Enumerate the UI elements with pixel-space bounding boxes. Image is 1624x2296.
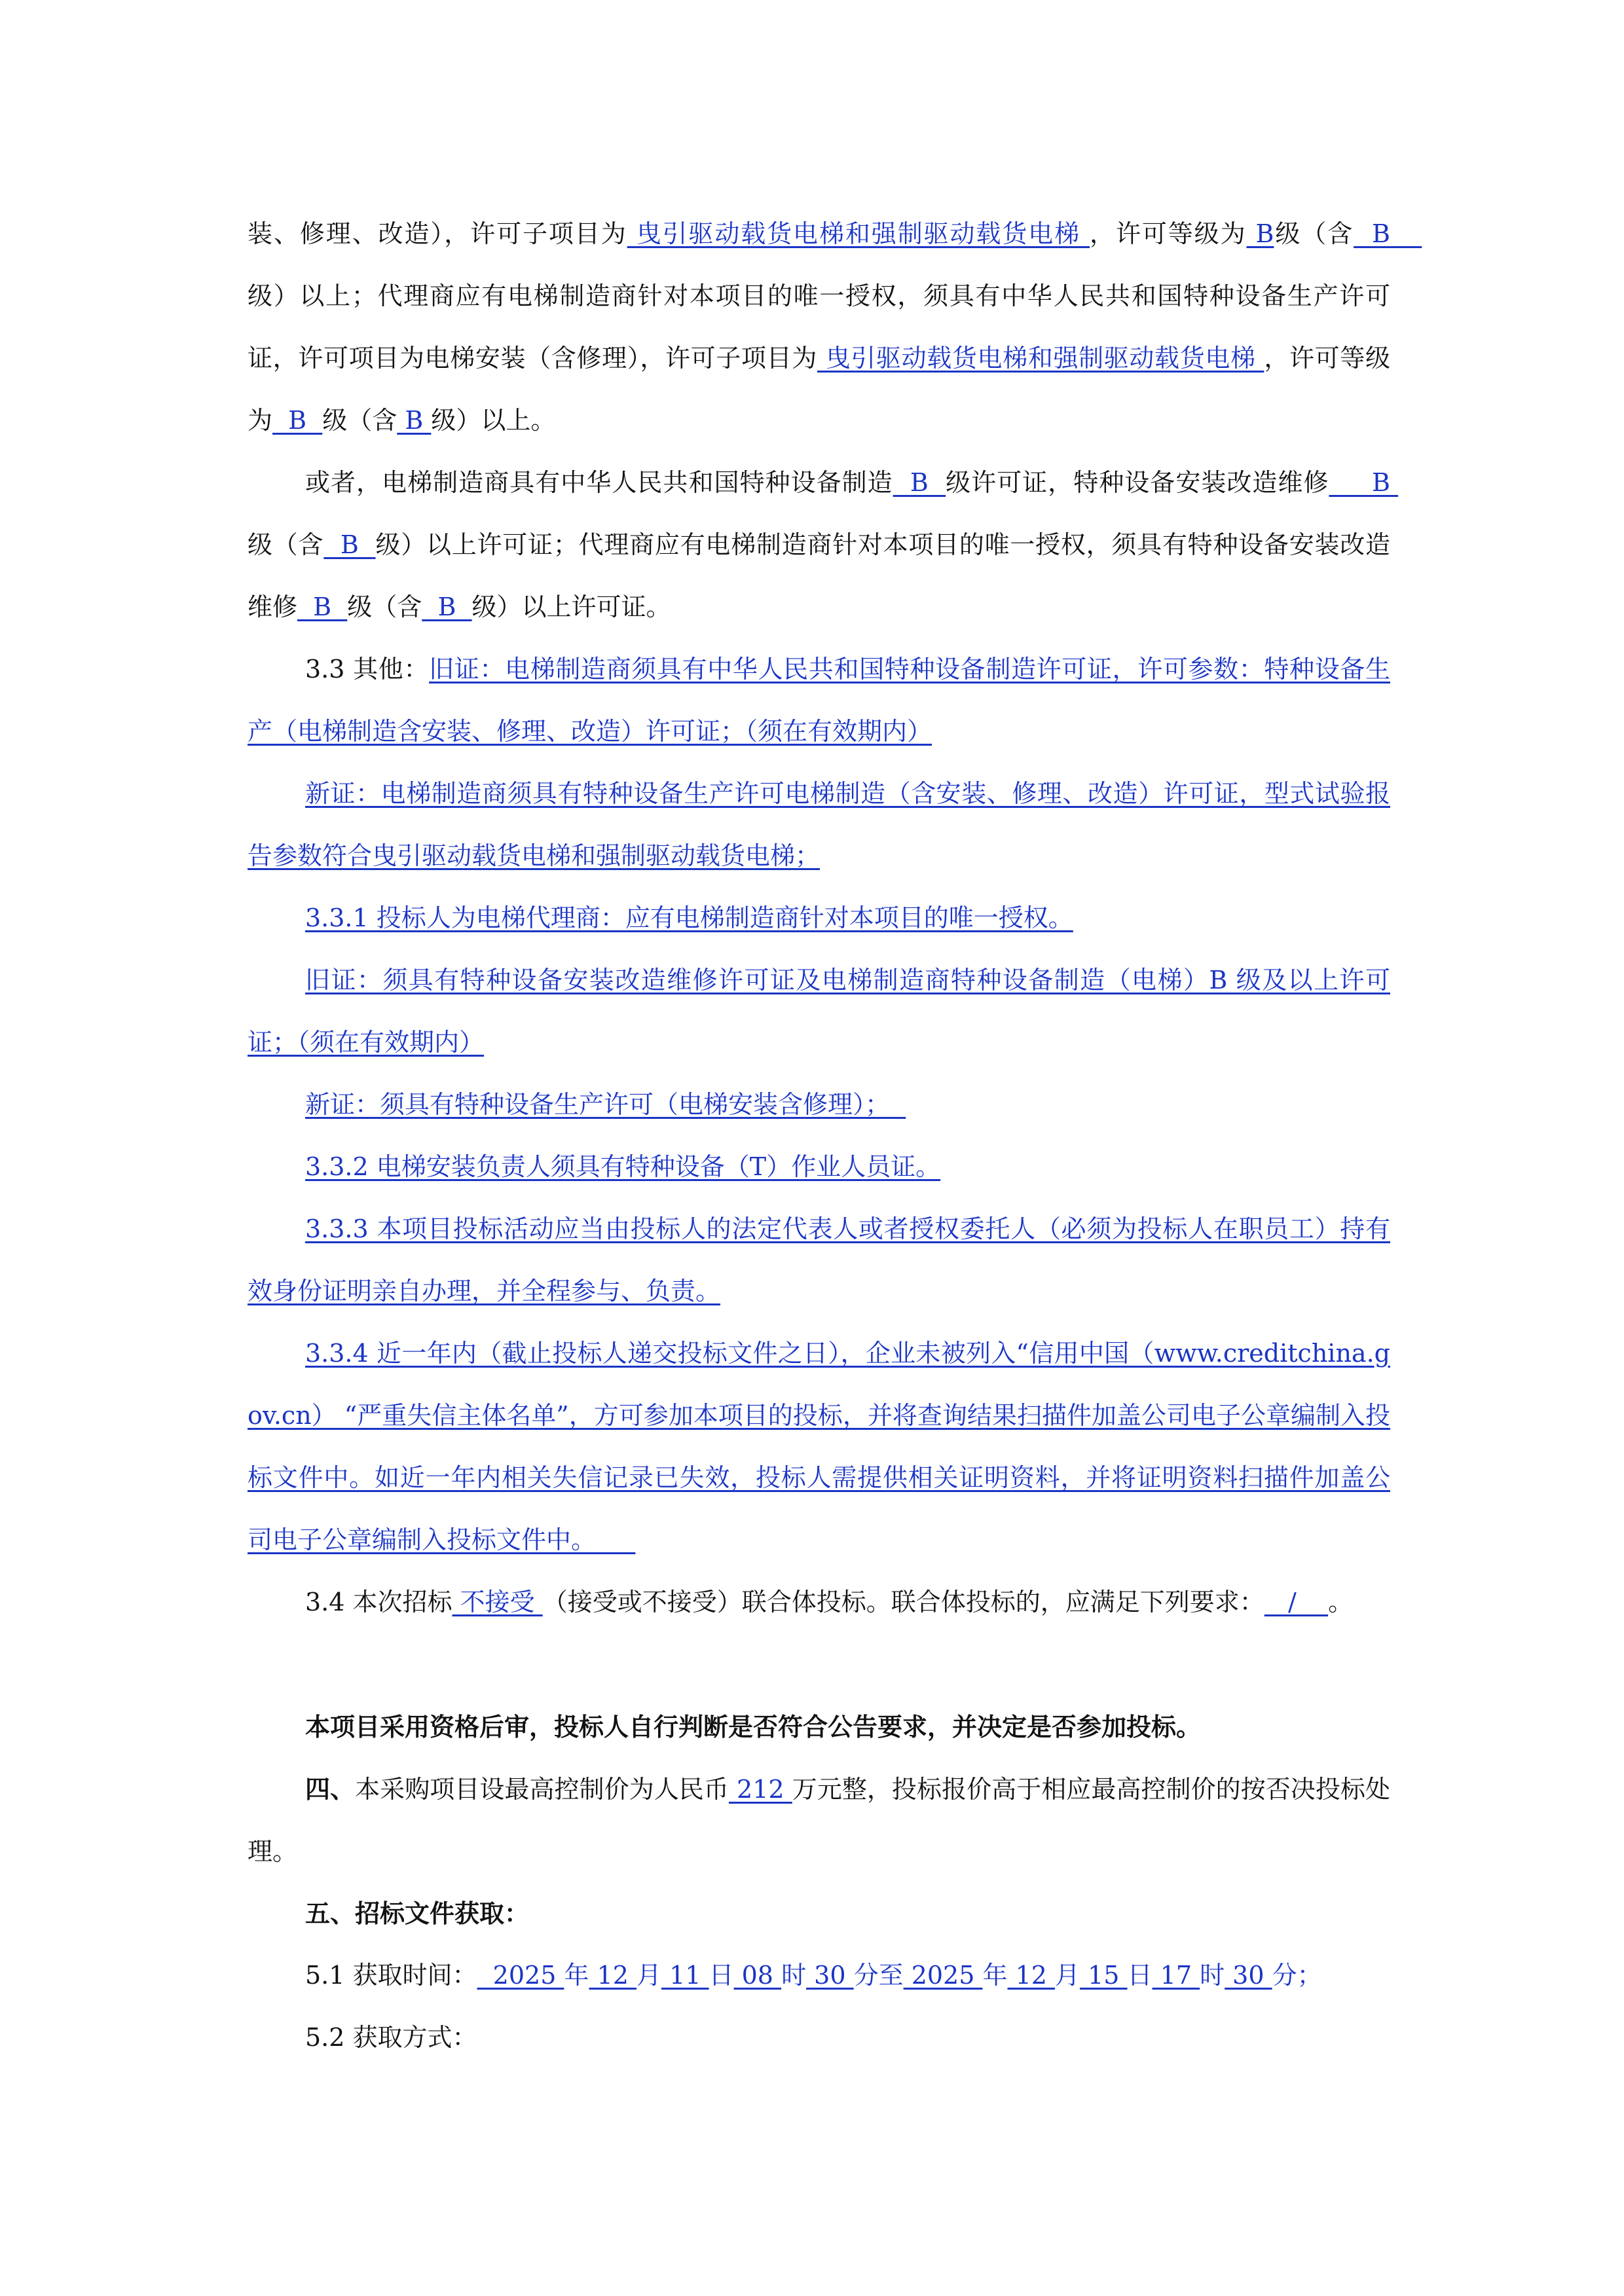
text: 级（含 (248, 530, 324, 559)
text: 日 (1127, 1961, 1153, 1990)
text: 年 (982, 1961, 1008, 1990)
text: 3.4 本次招标 (305, 1588, 452, 1616)
filled-blank: B (397, 406, 432, 435)
text: 级（含 (322, 406, 397, 435)
paragraph-license-requirements (248, 203, 1422, 452)
paragraph-3-3-other (248, 638, 1390, 763)
paragraph-new-certificate (248, 763, 1390, 887)
section-label: 3.3 其他： (305, 655, 430, 683)
filled-blank: 曳引驱动载货电梯和强制驱动载货电梯 (627, 219, 1090, 248)
filled-blank: 15 (1080, 1961, 1128, 1990)
filled-blank: 12 (589, 1961, 637, 1990)
text: 5.2 获取方式： (305, 2023, 477, 2052)
paragraph-3-4-consortium (248, 1571, 1390, 1633)
clause-text: 3.3.1 投标人为电梯代理商：应有电梯制造商针对本项目的唯一授权。 (305, 903, 1073, 932)
text: 级许可证，特种设备安装改造维修 (946, 468, 1329, 497)
clause-text: 3.3.2 电梯安装负责人须具有特种设备（T）作业人员证。 (305, 1152, 941, 1181)
filled-blank: 08 (733, 1961, 782, 1990)
paragraph-section-4-price (248, 1758, 1390, 1883)
text: 级）以上许可证。 (471, 592, 671, 621)
paragraph-5-1-time (248, 1944, 1390, 2007)
clause-text: 新证：须具有特种设备生产许可（电梯安装含修理）； (305, 1090, 906, 1119)
filled-blank: B (1329, 468, 1399, 497)
filled-blank: 曳引驱动载货电梯和强制驱动载货电梯 (817, 344, 1264, 373)
filled-blank: 12 (1007, 1961, 1056, 1990)
text: 或者，电梯制造商具有中华人民共和国特种设备制造 (305, 468, 893, 497)
clause-text: 旧证：须具有特种设备安装改造维修许可证及电梯制造商特种设备制造（电梯）B 级及以上许可证；（须在有效期内） (248, 966, 1390, 1057)
paragraph-3-3-2 (248, 1136, 1390, 1198)
old-certificate-text: 旧证：电梯制造商须具有中华人民共和国特种设备制造许可证，许可参数：特种设备生产（电梯制造含安装、修理、改造）许可证；（须在有效期内） (248, 655, 1390, 746)
bold-notice: 本项目采用资格后审，投标人自行判断是否符合公告要求，并决定是否参加投标。 (305, 1712, 1202, 1741)
text: 万元整，投标报价高于相应最高控制价的按否决投标处理。 (248, 1775, 1390, 1866)
filled-blank: / (1264, 1588, 1329, 1616)
text: 装、修理、改造），许可子项目为 (248, 219, 627, 248)
filled-blank: 2025 (903, 1961, 983, 1990)
text: 级（含 (1274, 219, 1354, 248)
filled-blank: 212 (728, 1775, 792, 1804)
text: 分； (1272, 1961, 1322, 1990)
filled-blank: 不接受 (452, 1588, 543, 1616)
text: （接受或不接受）联合体投标。联合体投标的，应满足下列要求： (542, 1588, 1264, 1616)
text: 本采购项目设最高控制价为人民币 (355, 1775, 729, 1804)
filled-blank: B (272, 406, 323, 435)
filled-blank: 30 (1225, 1961, 1272, 1990)
section-5-heading (248, 1882, 1390, 1944)
text: 时 (1200, 1961, 1225, 1990)
text: 月 (1055, 1961, 1080, 1990)
paragraph-old-certificate-agent (248, 949, 1390, 1074)
text: 时 (781, 1961, 807, 1990)
filled-blank: 2025 (477, 1961, 564, 1990)
paragraph-5-2-method (248, 2007, 1390, 2069)
paragraph-new-certificate-agent (248, 1074, 1390, 1136)
paragraph-3-3-3 (248, 1198, 1390, 1322)
filled-blank: B (1246, 219, 1274, 248)
text: 级（含 (347, 592, 422, 621)
text: ，许可等级为 (1090, 219, 1247, 248)
clause-text: 3.3.4 近一年内（截止投标人递交投标文件之日），企业未被列入“信用中国（www.creditchina.gov.cn） “严重失信主体名单”，方可参加本项目的投标，并将查询结果扫描件加盖公司电子公章编制入投标文件中。如近一年内相关失信记录已失效，投标人需提供相关证明资料，并将证明资料扫描件加盖公司电子公章编制入投标文件中。 (248, 1339, 1390, 1554)
text: 月 (637, 1961, 662, 1990)
filled-blank: B (893, 468, 946, 497)
filled-blank: B (297, 592, 348, 621)
filled-blank: B (422, 592, 472, 621)
paragraph-3-3-4 (248, 1322, 1390, 1571)
paragraph-qualification-review (248, 1696, 1390, 1758)
text: 日 (709, 1961, 734, 1990)
filled-blank: B (323, 530, 376, 559)
text: 级）以上。 (431, 406, 556, 435)
filled-blank: 11 (661, 1961, 709, 1990)
text: 年 (564, 1961, 589, 1990)
text: 。 (1328, 1588, 1354, 1616)
text: 级）以上许可证；代理商应有电梯制造商针对本项目的唯一授权，须具有特种设备安装改造维修 (248, 530, 1390, 621)
new-certificate-text: 新证：电梯制造商须具有特种设备生产许可电梯制造（含安装、修理、改造）许可证，型式试验报告参数符合曳引驱动载货电梯和强制驱动载货电梯； (248, 779, 1390, 870)
paragraph-3-3-1 (248, 887, 1390, 949)
filled-blank: 30 (806, 1961, 854, 1990)
text: 分至 (853, 1961, 904, 1990)
text: 5.1 获取时间： (305, 1961, 477, 1990)
paragraph-alternative-license (248, 452, 1399, 638)
clause-text: 3.3.3 本项目投标活动应当由投标人的法定代表人或者授权委托人（必须为投标人在职员工）持有效身份证明亲自办理，并全程参与、负责。 (248, 1214, 1390, 1305)
filled-blank: B (1354, 219, 1422, 248)
heading-text: 五、招标文件获取： (305, 1899, 530, 1928)
text: 级）以上；代理商应有电梯制造商针对本项目的唯一授权，须具有中华人民共和国特种设备生产许可证，许可项目为电梯安装（含修理），许可子项目为 (248, 282, 1390, 373)
section-number: 四、 (305, 1774, 356, 1804)
text: ，许可等级为 (248, 344, 1390, 435)
filled-blank: 17 (1152, 1961, 1200, 1990)
